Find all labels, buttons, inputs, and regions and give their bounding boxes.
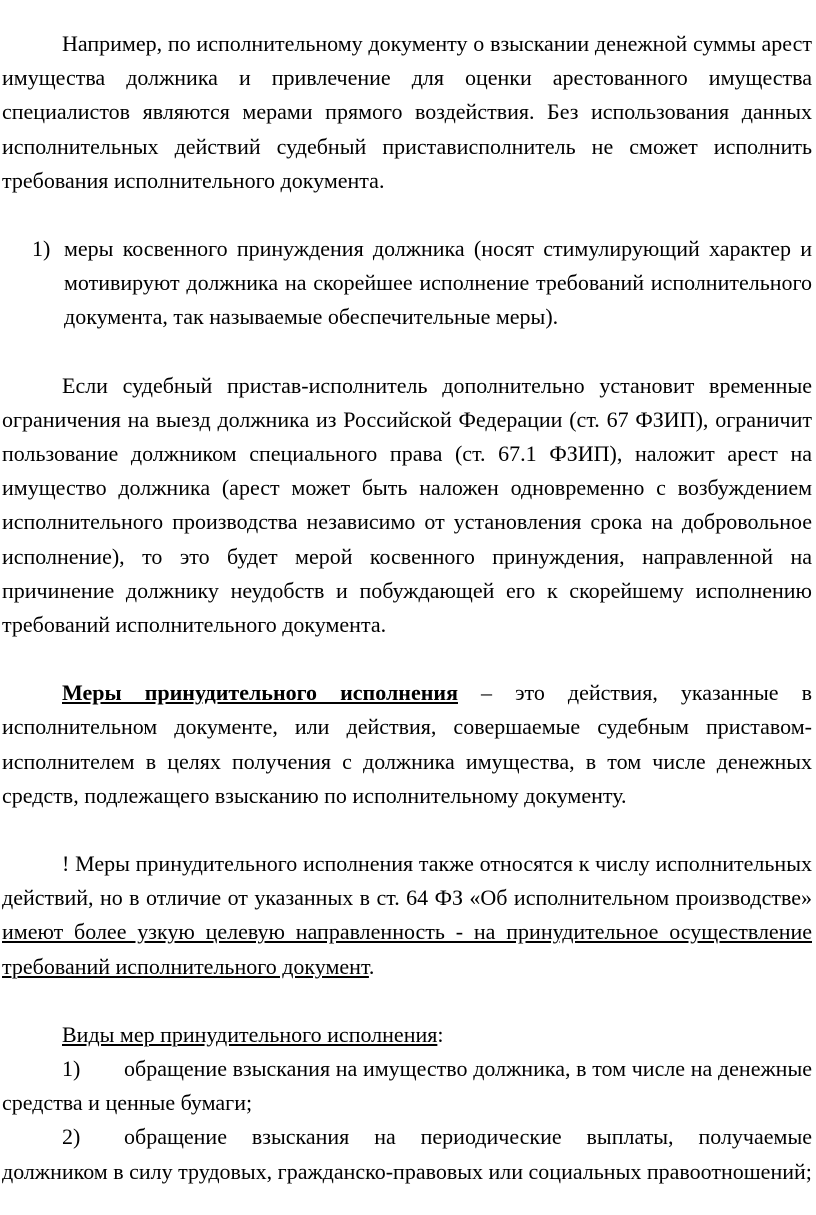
spacer [2, 642, 812, 676]
types-list-item [2, 1120, 812, 1188]
note-underlined-text: имеют более узкую целевую направленность - на принудительное осуществление требований исполнительного документ [2, 919, 812, 979]
types-item-text: обращение взыскания на имущество должника, в том числе на денежные средства и ценные бумаги; [2, 1056, 812, 1116]
types-item-number: 2) [62, 1124, 81, 1150]
types-heading-suffix: : [437, 1021, 444, 1047]
paragraph-direct-measures-example: Например, по исполнительному документу о взыскании денежной суммы арест имущества должника и привлечение для оценки арестованного имущества специалистов являются мерами прямого воздействия. Без использования данных исполнительных действий судебный пристависполнитель не сможет исполнить требования исполнительного документа. [2, 31, 812, 193]
paragraph-indirect-measures-example: Если судебный пристав-исполнитель дополнительно установит временные ограничения на выезд должника из Российской Федерации (ст. 67 ФЗИП), ограничит пользование должником специального права (ст. 67.1 ФЗИП), наложит арест на имущество должника (арест может быть наложен одновременно с возбуждением исполнительного производства независимо от установления срока на добровольное исполнение), то это будет мерой косвенного принуждения, направленной на причинение должнику неудобств и побуждающей его к скорейшему исполнению требований исполнительного документа. [2, 372, 812, 638]
types-list-item [2, 1052, 812, 1120]
note-text: ! Меры принудительного исполнения также относятся к числу исполнительных действий, но в отличие от указанных в ст. 64 ФЗ «Об исполнительном производстве» [2, 851, 812, 911]
spacer [2, 198, 812, 232]
list-text: меры косвенного принуждения должника (носят стимулирующий характер и мотивируют должника на скорейшее исполнение требований исполнительного документа, так называемые обеспечительные меры). [64, 236, 812, 330]
types-heading-text: Виды мер принудительного исполнения [62, 1021, 438, 1047]
list-item-indirect-measures [2, 232, 812, 335]
definition-text: – это действия, указанные в исполнительном документе, или действия, совершаемые судебным приставом-исполнителем в целях получения с должника имущества, в том числе денежных средств, подлежащего взысканию по исполнительному документу. [2, 680, 812, 808]
paragraph-enforcement-measures-definition [2, 676, 812, 813]
list-number: 1) [32, 236, 51, 262]
spacer [2, 984, 812, 1018]
defined-term: Меры принудительного исполнения [62, 680, 458, 706]
spacer [2, 335, 812, 369]
paragraph-enforcement-measures-note [2, 847, 812, 984]
types-item-text: обращение взыскания на периодические выплаты, получаемые должником в силу трудовых, гражданско-правовых или социальных правоотношений; [2, 1124, 812, 1184]
note-end: . [368, 953, 375, 979]
types-heading [2, 1018, 812, 1052]
spacer [2, 813, 812, 847]
types-item-number: 1) [62, 1056, 81, 1082]
